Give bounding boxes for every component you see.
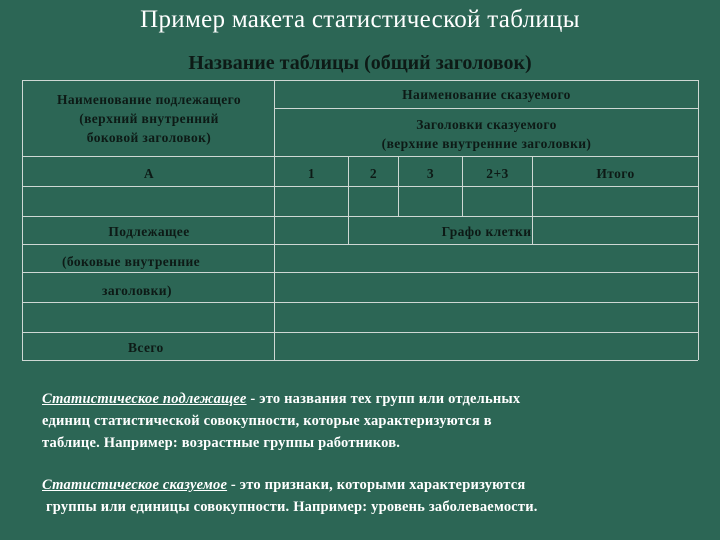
predicate-subheader-line2: (верхние внутренние заголовки) bbox=[381, 136, 592, 151]
definition-subject-line1 bbox=[42, 388, 520, 410]
table-rule-top bbox=[22, 80, 698, 81]
predicate-subheader-line1: Заголовки сказуемого bbox=[416, 117, 557, 132]
table-border-left bbox=[22, 80, 23, 360]
table-rule-cols bbox=[22, 186, 698, 187]
predicate-header: Наименование сказуемого bbox=[402, 87, 571, 102]
definition-predicate-rest: - это признаки, которыми характеризуются bbox=[227, 477, 526, 493]
subject-header-line1: Наименование подлежащего bbox=[57, 92, 241, 107]
table-title: Название таблицы (общий заголовок) bbox=[188, 52, 532, 74]
table-rule-row5 bbox=[22, 332, 698, 333]
table-border-right bbox=[698, 80, 699, 360]
subject-header-line3: боковой заголовок) bbox=[86, 130, 212, 145]
table-rule-row4 bbox=[22, 302, 698, 303]
table-rule-row3 bbox=[22, 272, 698, 273]
table-rule-bottom bbox=[22, 360, 698, 361]
table-rule-header-split bbox=[274, 108, 698, 109]
table-rule-row1 bbox=[22, 216, 698, 217]
subject-side-line1: (боковые внутренние bbox=[62, 254, 201, 269]
total-row-label: Всего bbox=[128, 340, 164, 355]
definition-predicate bbox=[42, 474, 538, 518]
predicate-subheader bbox=[275, 115, 698, 153]
subject-side-line2: заголовки) bbox=[102, 283, 172, 298]
table-rule-header-bottom bbox=[22, 156, 698, 157]
definition-predicate-line2: группы или единицы совокупности. Например: уровень заболеваемости. bbox=[46, 499, 538, 515]
definition-subject-term: Статистическое подлежащее bbox=[42, 391, 247, 407]
subject-label: Подлежащее bbox=[108, 224, 190, 239]
definition-subject-rest: - это названия тех групп или отдельных bbox=[246, 391, 521, 407]
column-code-a: А bbox=[143, 166, 155, 181]
definition-predicate-term: Статистическое сказуемое bbox=[42, 477, 228, 493]
column-code-3: 3 bbox=[426, 166, 435, 181]
subject-header-line2: (верхний внутренний bbox=[79, 111, 219, 126]
definition-predicate-line1 bbox=[42, 474, 538, 496]
cells-label: Графо клетки bbox=[441, 224, 532, 239]
definition-subject-line3: таблице. Например: возрастные группы работников. bbox=[42, 435, 401, 451]
table-rule-row2 bbox=[22, 244, 698, 245]
subject-header bbox=[24, 90, 274, 147]
column-code-1: 1 bbox=[307, 166, 316, 181]
column-code-2: 2 bbox=[369, 166, 378, 181]
page-title: Пример макета статистической таблицы bbox=[140, 6, 580, 33]
column-code-total: Итого bbox=[596, 166, 635, 181]
definition-subject bbox=[42, 388, 520, 454]
definition-subject-line2: единиц статистической совокупности, которые характеризуются в bbox=[42, 413, 492, 429]
column-code-2plus3: 2+3 bbox=[486, 166, 509, 181]
